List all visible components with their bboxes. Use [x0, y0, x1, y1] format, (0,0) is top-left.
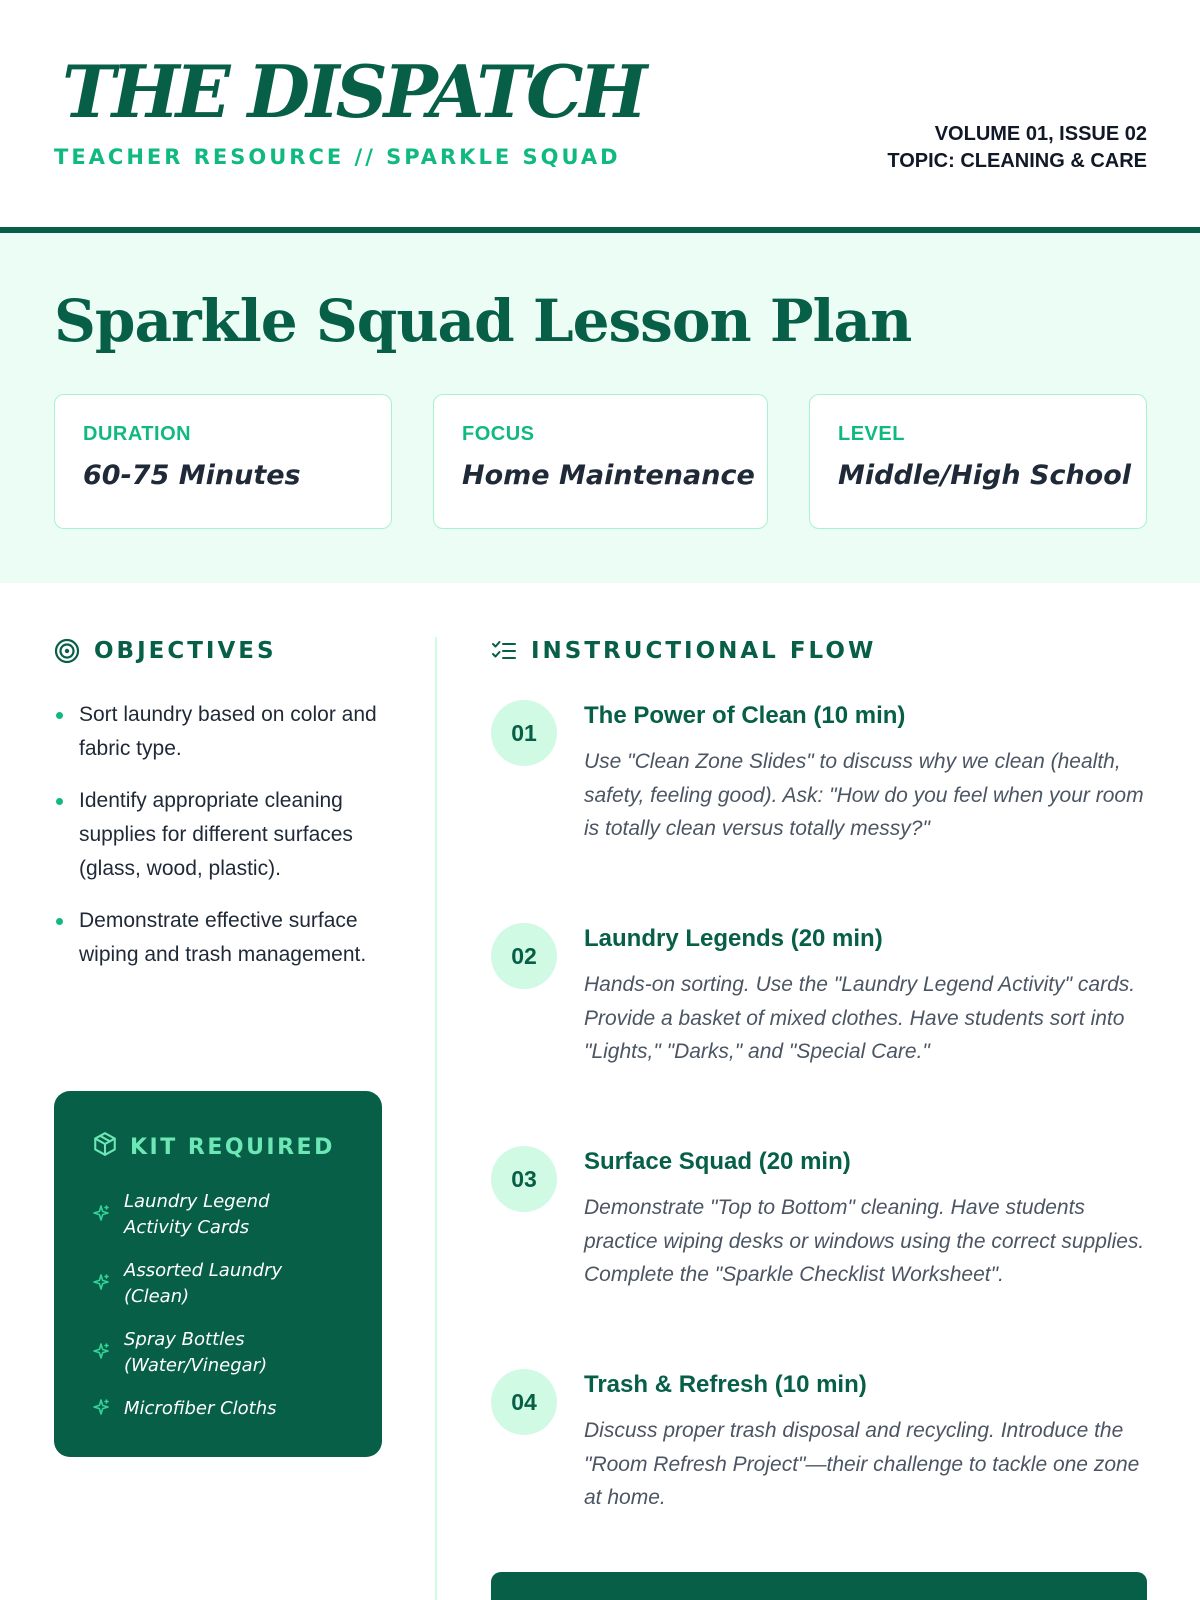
list-item [92, 1189, 382, 1241]
flow-heading [491, 638, 876, 664]
kit-item-text: Microfiber Cloths [124, 1398, 277, 1419]
list-item [92, 1258, 382, 1310]
lesson-hero [0, 233, 1200, 583]
step-title: Trash & Refresh (10 min) [584, 1371, 867, 1398]
kit-list [92, 1189, 382, 1422]
flow-heading-label: INSTRUCTIONAL FLOW [531, 638, 877, 664]
issue-info [887, 121, 1147, 175]
level-value: Middle/High School [838, 460, 1132, 491]
objectives-heading-label: OBJECTIVES [94, 638, 277, 664]
list-item [54, 904, 394, 972]
step-number: 01 [491, 700, 557, 766]
list-item [54, 784, 394, 886]
step-number: 03 [491, 1146, 557, 1212]
publication-subtitle: TEACHER RESOURCE // SPARKLE SQUAD [54, 145, 621, 169]
instructional-flow [491, 700, 1151, 1592]
sparkle-icon [92, 1273, 110, 1296]
list-item [92, 1327, 382, 1379]
topic-label: TOPIC: CLEANING & CARE [887, 150, 1147, 172]
list-checks-icon [491, 639, 517, 663]
masthead [0, 0, 1200, 228]
flow-step [491, 1146, 1151, 1369]
kit-required-panel [54, 1091, 382, 1457]
package-icon [92, 1131, 118, 1163]
step-title: The Power of Clean (10 min) [584, 702, 906, 729]
level-label: LEVEL [838, 423, 905, 445]
bottom-callout-block [491, 1572, 1147, 1600]
duration-value: 60-75 Minutes [83, 460, 301, 491]
column-divider [435, 637, 437, 1600]
step-number: 04 [491, 1369, 557, 1435]
flow-step [491, 700, 1151, 923]
step-description: Hands-on sorting. Use the "Laundry Legend Activity" cards. Provide a basket of mixed clothes. Have students sort into "Lights," "Darks," and "Special Care." [584, 973, 1136, 1063]
step-description: Discuss proper trash disposal and recycling. Introduce the "Room Refresh Project"—their challenge to tackle one zone at home. [584, 1419, 1140, 1509]
step-description: Use "Clean Zone Slides" to discuss why we clean (health, safety, feeling good). Ask: "How do you feel when your room is totally clean versus totally messy?" [584, 750, 1144, 840]
objectives-heading [54, 638, 277, 664]
sparkle-icon [92, 1204, 110, 1227]
kit-item-text: Laundry Legend Activity Cards [124, 1191, 270, 1238]
objective-text: Sort laundry based on color and fabric type. [79, 703, 377, 760]
volume-label: VOLUME 01, ISSUE 02 [934, 123, 1147, 145]
step-title: Surface Squad (20 min) [584, 1148, 851, 1175]
objective-text: Demonstrate effective surface wiping and trash management. [79, 909, 367, 966]
sparkle-icon [92, 1342, 110, 1365]
duration-label: DURATION [83, 423, 192, 445]
focus-label: FOCUS [462, 423, 535, 445]
objective-text: Identify appropriate cleaning supplies for different surfaces (glass, wood, plastic). [79, 789, 353, 880]
bullet [56, 798, 63, 805]
publication-title: THE DISPATCH [62, 49, 644, 134]
list-item [92, 1396, 382, 1422]
list-item [54, 698, 394, 766]
bullet [56, 712, 63, 719]
kit-heading [92, 1131, 382, 1163]
flow-step [491, 1369, 1151, 1592]
level-card [809, 394, 1147, 529]
kit-item-text: Assorted Laundry (Clean) [124, 1260, 283, 1307]
step-title: Laundry Legends (20 min) [584, 925, 883, 952]
focus-value: Home Maintenance [462, 460, 755, 491]
flow-step [491, 923, 1151, 1146]
target-icon [54, 638, 80, 664]
step-description: Demonstrate "Top to Bottom" cleaning. Have students practice wiping desks or windows using the correct supplies. Complete the "Sparkle Checklist Worksheet". [584, 1196, 1145, 1286]
kit-item-text: Spray Bottles (Water/Vinegar) [124, 1329, 268, 1376]
objectives-list [54, 698, 394, 990]
sparkle-icon [92, 1398, 110, 1421]
kit-heading-label: KIT REQUIRED [130, 1134, 335, 1160]
lesson-title: Sparkle Squad Lesson Plan [54, 287, 912, 355]
duration-card [54, 394, 392, 529]
bullet [56, 918, 63, 925]
focus-card [433, 394, 768, 529]
step-number: 02 [491, 923, 557, 989]
